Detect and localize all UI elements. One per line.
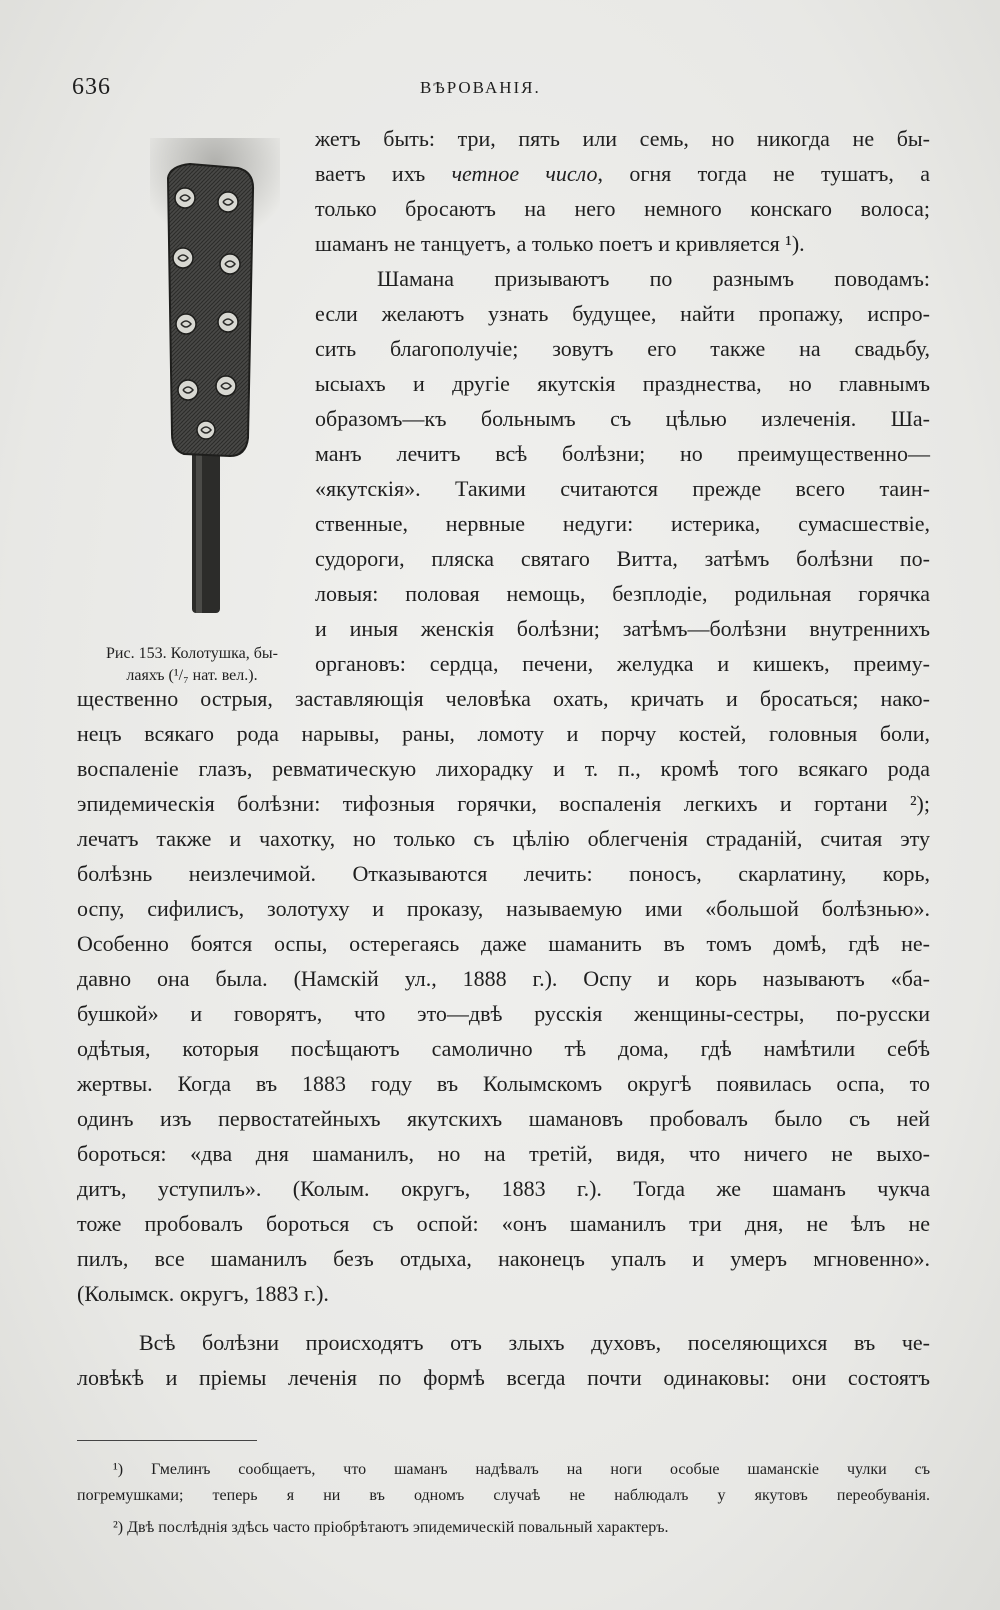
paragraph-start: Всѣ болѣзни происходятъ отъ злыхъ духовъ, поселяющихся въ че-	[139, 1330, 930, 1355]
body-line: шаманъ не танцуетъ, а только поетъ и кривляется ¹).	[315, 231, 805, 256]
body-text: , огня тогда не тушатъ, а	[597, 161, 930, 186]
figure-caption	[76, 643, 308, 687]
body-line: пилъ, все шаманилъ безъ отдыха, наконецъ упалъ и умеръ мгновенно».	[77, 1246, 930, 1271]
body-line: образомъ—къ больнымъ съ цѣлью излеченія. Ша-	[315, 406, 930, 431]
emphasis-text: четное число	[451, 161, 598, 186]
body-line: давно она была. (Намскій ул., 1888 г.). Оспу и корь называютъ «ба-	[77, 966, 930, 991]
caption-line: лаяхъ (¹/₇ нат. вел.).	[126, 667, 258, 684]
body-line: манъ лечитъ всѣ болѣзни; но преимущественно—	[315, 441, 930, 466]
body-line	[315, 157, 930, 191]
body-line: одѣтыя, которыя посѣщаютъ самолично тѣ дома, гдѣ намѣтили себѣ	[77, 1036, 930, 1061]
body-line: щественно острыя, заставляющія человѣка охать, кричать и бросаться; нако-	[77, 686, 930, 711]
body-line: ысыахъ и другіе якутскія празднества, но главнымъ	[315, 371, 930, 396]
body-line: жертвы. Когда въ 1883 году въ Колымскомъ округѣ появилась оспа, то	[77, 1071, 930, 1096]
shaman-rattle-image	[150, 138, 280, 628]
body-text: ваетъ ихъ	[315, 161, 452, 186]
body-line: Особенно боятся оспы, остерегаясь даже шаманить въ томъ домѣ, гдѣ не-	[77, 931, 930, 956]
footnote-1: ¹) Гмелинъ сообщаетъ, что шаманъ надѣвалъ на ноги особые шаманскіе чулки съ	[113, 1461, 930, 1478]
body-line: одинъ изъ первостатейныхъ якутскихъ шамановъ пробовалъ было съ ней	[77, 1106, 930, 1131]
body-line: (Колымск. округъ, 1883 г.).	[77, 1281, 329, 1306]
body-line: тоже пробовалъ бороться съ оспой: «онъ шаманилъ три дня, не ѣлъ не	[77, 1211, 930, 1236]
body-line: и иныя женскія болѣзни; затѣмъ—болѣзни внутреннихъ	[315, 616, 930, 641]
body-line: судороги, пляска святаго Витта, затѣмъ болѣзни по-	[315, 546, 930, 571]
body-line: если желаютъ узнать будущее, найти пропажу, испро-	[315, 301, 930, 326]
body-line: сить благополучіе; зовутъ его также на свадьбу,	[315, 336, 930, 361]
body-line: болѣзнь неизлечимой. Отказываются лечить: поносъ, скарлатину, корь,	[77, 861, 930, 886]
body-line: «якутскія». Такими считаются прежде всего таин-	[315, 476, 930, 501]
body-line: дитъ, уступилъ». (Колым. округъ, 1883 г.). Тогда же шаманъ чукча	[77, 1176, 930, 1201]
footnote-1-cont: погремушками; теперь я ни въ одномъ случаѣ не наблюдалъ у якутовъ переобуванія.	[77, 1487, 930, 1504]
caption-line: Рис. 153. Колотушка, бы-	[106, 645, 278, 662]
body-line: жетъ быть: три, пять или семь, но никогда не бы-	[315, 126, 930, 151]
body-line: ловѣкѣ и пріемы леченія по формѣ всегда почти одинаковы: они состоятъ	[77, 1365, 930, 1390]
footnote-divider	[77, 1440, 257, 1441]
page-number: 636	[72, 74, 111, 100]
body-line: бороться: «два дня шаманилъ, но на третій, видя, что ничего не выхо-	[77, 1141, 930, 1166]
body-line: органовъ: сердца, печени, желудка и кишекъ, преиму-	[315, 651, 930, 676]
body-line: воспаленіе глазъ, ревматическую лихорадку и т. п., кромѣ того всякаго рода	[77, 756, 930, 781]
body-line: бушкой» и говорятъ, что это—двѣ русскія женщины-сестры, по-русски	[77, 1001, 930, 1026]
body-line: только бросаютъ на него немного конскаго волоса;	[315, 196, 930, 221]
paragraph-start: Шамана призываютъ по разнымъ поводамъ:	[377, 266, 930, 291]
body-line: лечатъ также и чахотку, но только съ цѣлію облегченія страданій, считая эту	[77, 826, 930, 851]
footnote-2: ²) Двѣ послѣднія здѣсь часто пріобрѣтаютъ эпидемическій повальный характеръ.	[113, 1519, 669, 1536]
figure-shaman-rattle	[150, 138, 280, 628]
body-line: нецъ всякаго рода нарывы, раны, ломоту и порчу костей, головныя боли,	[77, 721, 930, 746]
body-line: оспу, сифилисъ, золотуху и проказу, называемую ими «большой болѣзнью».	[77, 896, 930, 921]
body-line: ловыя: половая немощь, безплодіе, родильная горячка	[315, 581, 930, 606]
body-line: эпидемическія болѣзни: тифозныя горячки, воспаленія легкихъ и гортани ²);	[77, 791, 930, 816]
body-line: ственные, нервные недуги: истерика, сумасшествіе,	[315, 511, 930, 536]
running-head: ВѢРОВАНІЯ.	[420, 78, 541, 97]
